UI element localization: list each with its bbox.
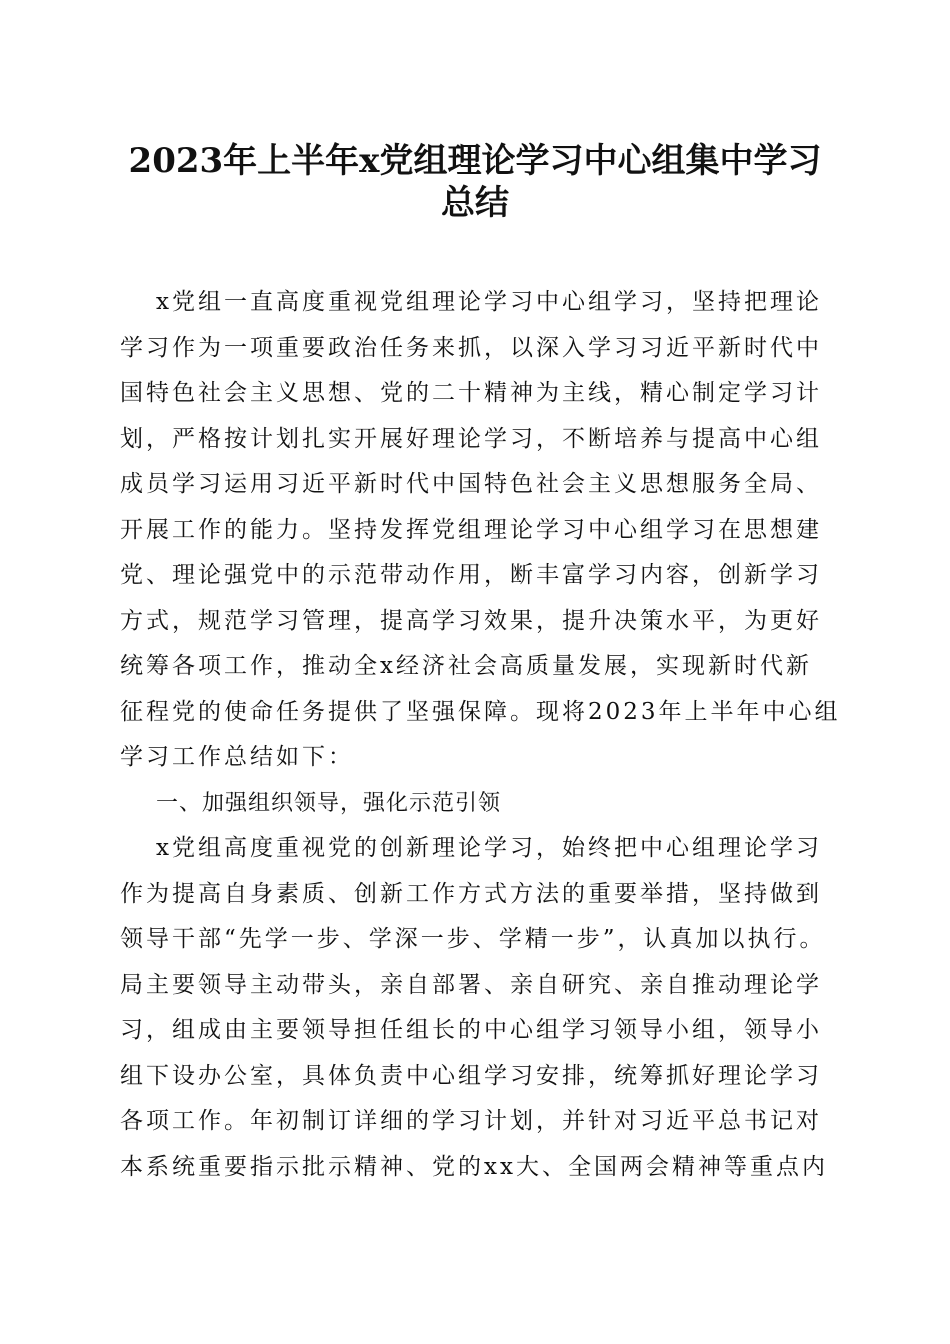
- paragraph-line: 国特色社会主义思想、党的二十精神为主线，精心制定学习计: [120, 380, 822, 406]
- paragraph-line: 本系统重要指示批示精神、党的xx大、全国两会精神等重点内: [120, 1153, 828, 1180]
- paragraph-line: 划，严格按计划扎实开展好理论学习，不断培养与提高中心组: [120, 425, 822, 452]
- paragraph-line: 各项工作。年初制订详细的学习计划，并针对习近平总书记对: [120, 1108, 822, 1134]
- title-line-2: 总结: [441, 183, 509, 223]
- section-heading: 一、加强组织领导，强化示范引领: [156, 790, 502, 816]
- paragraph-line: 学习工作总结如下：: [120, 744, 354, 770]
- paragraph-line: 学习作为一项重要政治任务来抓，以深入学习习近平新时代中: [120, 334, 822, 361]
- paragraph-line: x党组高度重视党的创新理论学习，始终把中心组理论学习: [156, 835, 822, 861]
- paragraph-line: 开展工作的能力。坚持发挥党组理论学习中心组学习在思想建: [120, 516, 822, 543]
- paragraph-line: x党组一直高度重视党组理论学习中心组学习，坚持把理论: [156, 289, 822, 315]
- title-line-1: 2023年上半年x党组理论学习中心组集中学习: [128, 141, 822, 181]
- paragraph-line: 成员学习运用习近平新时代中国特色社会主义思想服务全局、: [120, 471, 822, 497]
- document-body: [120, 280, 840, 1190]
- paragraph-line: 领导干部“先学一步、学深一步、学精一步”，认真加以执行。: [120, 926, 826, 952]
- document-title: [100, 140, 850, 224]
- paragraph-line: 方式，规范学习管理，提高学习效果，提升决策水平，为更好: [120, 607, 822, 634]
- paragraph-line: 局主要领导主动带头，亲自部署、亲自研究、亲自推动理论学: [120, 971, 822, 998]
- paragraph-line: 组下设办公室，具体负责中心组学习安排，统筹抓好理论学习: [120, 1062, 822, 1089]
- paragraph-line: 作为提高自身素质、创新工作方式方法的重要举措，坚持做到: [120, 880, 822, 907]
- paragraph-line: 征程党的使命任务提供了坚强保障。现将2023年上半年中心组: [120, 698, 841, 725]
- paragraph-line: 党、理论强党中的示范带动作用，断丰富学习内容，创新学习: [120, 562, 822, 588]
- paragraph-line: 统筹各项工作，推动全x经济社会高质量发展，实现新时代新: [120, 653, 812, 679]
- paragraph-line: 习，组成由主要领导担任组长的中心组学习领导小组，领导小: [120, 1017, 822, 1043]
